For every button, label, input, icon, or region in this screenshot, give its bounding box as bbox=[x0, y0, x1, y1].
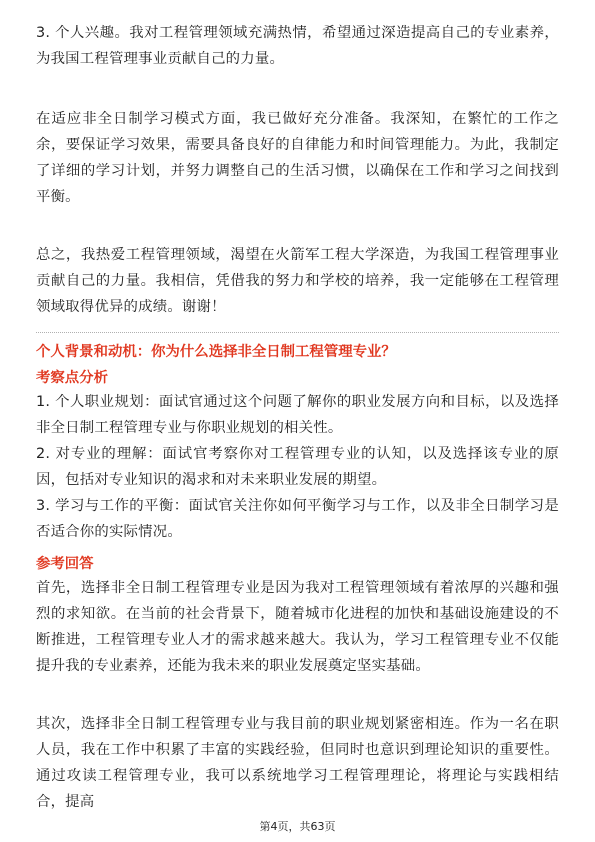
intro-paragraph-adaptation: 在适应非全日制学习模式方面，我已做好充分准备。我深知，在繁忙的工作之余，要保证学习效果，需要具备良好的自律能力和时间管理能力。为此，我制定了详细的学习计划，并努力调整自己的生活习惯，以确保在工作和学习之间找到平衡。 bbox=[36, 111, 559, 205]
answer-paragraph-1: 首先，选择非全日制工程管理专业是因为我对工程管理领域有着浓厚的兴趣和强烈的求知欲。在当前的社会背景下，随着城市化进程的加快和基础设施建设的不断推进，工程管理专业人才的需求越来越大。我认为，学习工程管理专业不仅能提升我的专业素养，还能为我未来的职业发展奠定坚实基础。 bbox=[36, 580, 559, 674]
question-title: 个人背景和动机：你为什么选择非全日制工程管理专业？ bbox=[36, 344, 396, 360]
analysis-heading: 考察点分析 bbox=[36, 370, 108, 386]
analysis-point-3: 3. 学习与工作的平衡：面试官关注你如何平衡学习与工作，以及非全日制学习是否适合你的实际情况。 bbox=[36, 498, 559, 540]
intro-paragraph-conclusion: 总之，我热爱工程管理领域，渴望在火箭军工程大学深造，为我国工程管理事业贡献自己的力量。我相信，凭借我的努力和学校的培养，我一定能够在工程管理领域取得优异的成绩。谢谢！ bbox=[36, 247, 559, 315]
intro-paragraph-interest: 3. 个人兴趣。我对工程管理领域充满热情，希望通过深造提高自己的专业素养，为我国工程管理事业贡献自己的力量。 bbox=[36, 25, 559, 67]
answer-heading: 参考回答 bbox=[36, 556, 94, 572]
answer-paragraph-2: 其次，选择非全日制工程管理专业与我目前的职业规划紧密相连。作为一名在职人员，我在工作中积累了丰富的实践经验，但同时也意识到理论知识的重要性。通过攻读工程管理专业，我可以系统地学习工程管理理论，将理论与实践相结合，提高 bbox=[36, 716, 559, 810]
analysis-point-2: 2. 对专业的理解：面试官考察你对工程管理专业的认知，以及选择该专业的原因，包括对专业知识的渴求和对未来职业发展的期望。 bbox=[36, 446, 559, 488]
page-number: 第4页，共63页 bbox=[259, 820, 336, 833]
section-divider bbox=[36, 332, 559, 333]
analysis-point-1: 1. 个人职业规划：面试官通过这个问题了解你的职业发展方向和目标，以及选择非全日制工程管理专业与你职业规划的相关性。 bbox=[36, 394, 559, 436]
document-page bbox=[36, 20, 559, 815]
